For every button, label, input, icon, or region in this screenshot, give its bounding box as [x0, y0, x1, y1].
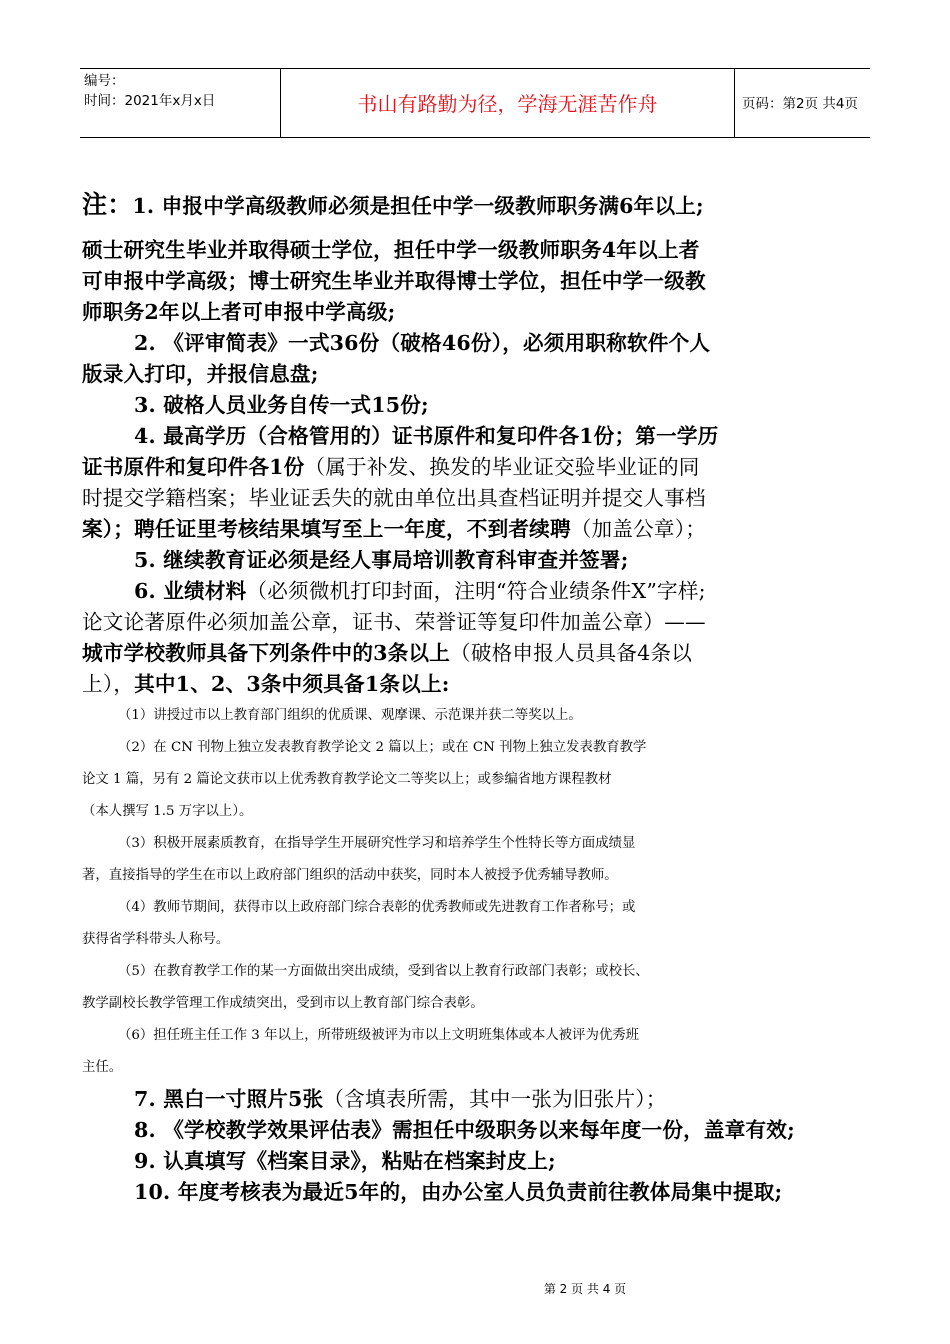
line-9	[82, 452, 872, 483]
condition-5a: （5）在教育教学工作的某一方面做出突出成绩，受到省以上教育行政部门表彰；或校长、	[118, 964, 649, 979]
line-1	[82, 184, 872, 227]
line-9a: 证书原件和复印件各1份	[82, 455, 305, 479]
line-13b: （必须微机打印封面，注明“符合业绩条件X”字样;	[246, 579, 706, 603]
line-2: 硕士研究生毕业并取得硕士学位，担任中学一级教师职务4年以上者	[82, 238, 700, 262]
line-15b: （破格申报人员具备4条以	[450, 641, 693, 665]
line-10: 时提交学籍档案；毕业证丢失的就由单位出具查档证明并提交人事档	[82, 486, 706, 510]
line-17b: （含填表所需，其中一张为旧张片）；	[323, 1087, 667, 1111]
line-11	[82, 514, 872, 545]
line-17	[82, 1084, 872, 1115]
header-page: 页码：第2页 共4页	[742, 96, 858, 112]
line-11a: 案）；聘任证里考核结果填写至上一年度，不到者续聘	[82, 517, 571, 541]
line-8: 4. 最高学历（合格管用的）证书原件和复印件各1份；第一学历	[134, 424, 719, 448]
note-prefix: 注：	[82, 190, 133, 219]
document-body	[82, 184, 872, 1208]
condition-3a: （3）积极开展素质教育，在指导学生开展研究性学习和培养学生个性特长等方面成绩显	[118, 836, 636, 851]
header-time: 时间：2021年x月x日	[84, 93, 216, 109]
line-16a: 上），	[82, 672, 135, 696]
condition-2a: （2）在 CN 刊物上独立发表教育教学论文 2 篇以上；或在 CN 刊物上独立发表教育教学	[118, 740, 647, 755]
line-18: 8. 《学校教学效果评估表》需担任中级职务以来每年度一份，盖章有效;	[134, 1118, 795, 1142]
condition-6a: （6）担任班主任工作 3 年以上，所带班级被评为市以上文明班集体或本人被评为优秀班	[118, 1028, 640, 1043]
line-16b: 其中1、2、3条中须具备1条以上:	[134, 672, 450, 696]
line-15	[82, 638, 872, 669]
page-footer	[0, 1280, 950, 1297]
header-motto: 书山有路勤为径，学海无涯苦作舟	[280, 69, 735, 137]
condition-5b: 教学副校长教学管理工作成绩突出，受到市以上教育部门综合表彰。	[82, 996, 484, 1011]
condition-3b: 著，直接指导的学生在市以上政府部门组织的活动中获奖，同时本人被授予优秀辅导教师。	[82, 868, 618, 883]
line-19: 9. 认真填写《档案目录》，粘贴在档案封皮上;	[134, 1149, 556, 1173]
line-16	[82, 669, 872, 700]
line-4: 师职务2年以上者可申报中学高级;	[82, 300, 396, 324]
footer-page-number: 第 2 页 共 4 页	[543, 1282, 627, 1296]
page-header	[80, 68, 870, 138]
line-12: 5. 继续教育证必须是经人事局培训教育科审查并签署;	[134, 548, 629, 572]
condition-1: （1）讲授过市以上教育部门组织的优质课、观摩课、示范课并获二等奖以上。	[118, 708, 582, 723]
line-14: 论文论著原件必须加盖公章，证书、荣誉证等复印件加盖公章）——	[82, 610, 706, 634]
condition-4a: （4）教师节期间，获得市以上政府部门综合表彰的优秀教师或先进教育工作者称号；或	[118, 900, 636, 915]
line-9b: （属于补发、换发的毕业证交验毕业证的同	[304, 455, 700, 479]
line-3: 可申报中学高级；博士研究生毕业并取得博士学位，担任中学一级教	[82, 269, 706, 293]
header-code: 编号：	[84, 73, 125, 89]
condition-2c: （本人撰写 1.5 万字以上）。	[82, 804, 253, 819]
header-meta	[84, 71, 280, 135]
line-20: 10. 年度考核表为最近5年的，由办公室人员负责前往教体局集中提取;	[134, 1180, 783, 1204]
condition-6b: 主任。	[82, 1060, 123, 1075]
line-17a: 7. 黑白一寸照片5张	[134, 1087, 324, 1111]
line-13a: 6. 业绩材料	[134, 579, 247, 603]
line-11b: （加盖公章）；	[570, 517, 707, 541]
line-1-text: 1. 申报中学高级教师必须是担任中学一级教师职务满6年以上;	[132, 194, 704, 218]
line-13	[82, 576, 872, 607]
line-5: 2. 《评审简表》一式36份（破格46份），必须用职称软件个人	[134, 331, 711, 355]
line-15a: 城市学校教师具备下列条件中的3条以上	[82, 641, 451, 665]
condition-4b: 获得省学科带头人称号。	[82, 932, 230, 947]
line-6: 版录入打印，并报信息盘;	[82, 362, 319, 386]
condition-2b: 论文 1 篇，另有 2 篇论文获市以上优秀教育教学论文二等奖以上；或参编省地方课程教材	[82, 772, 612, 787]
line-7: 3. 破格人员业务自传一式15份;	[134, 393, 429, 417]
